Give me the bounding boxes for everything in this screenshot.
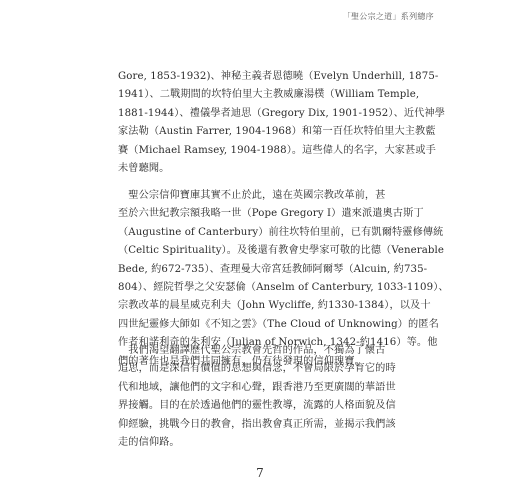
text-line: 我們渴望翻譯歷代聖公宗教會先哲的作品，不獨為了懷古	[118, 345, 386, 356]
paragraph-3	[118, 342, 400, 452]
text-line: 仰經驗，挑戰今日的教會，指出教會真正所需，並揭示我們該	[118, 418, 396, 430]
text-line: 走的信仰路。	[118, 437, 180, 449]
text-line: 1941）、二戰期間的坎特伯里大主教威廉湯樸（William Temple,	[118, 89, 420, 101]
text-line: 界接觸。目的在於透過他們的靈性教導，流露的人格面貌及信	[118, 400, 396, 412]
text-line: Bede, 約672-735）、查理曼大帝宮廷教師阿爾琴（Alcuin, 約735-	[118, 263, 428, 275]
text-line: 追思，而是深信有價值的思想與信念，不會局限於孕育它的時	[118, 363, 396, 375]
text-line: 賽（Michael Ramsey, 1904-1988）。這些偉人的名字，大家甚或手	[118, 144, 436, 156]
page-number: 7	[256, 466, 264, 480]
text-line: （Augustine of Canterbury）前往坎特伯里前，已有凱爾特靈修傳統	[118, 226, 444, 238]
text-line: 們的著作也是我們共同擁有、仍有待發現的信仰瑰寶。	[118, 355, 365, 367]
running-header: 「聖公宗之道」系列總序	[342, 12, 434, 21]
text-line: 804）、經院哲學之父安瑟倫（Anselm of Canterbury, 1033-1109）、	[118, 282, 449, 294]
text-line: （Celtic Spirituality）。及後還有教會史學家可敬的比德（Venerable	[118, 245, 445, 257]
text-line: 代和地域，讓他們的文字和心聲，跟香港乃至更廣闊的華語世	[118, 381, 396, 393]
text-line: 宗教改革的晨星威克利夫（John Wycliffe, 約1330-1384），以及十	[118, 300, 431, 312]
text-line: 家法勒（Austin Farrer, 1904-1968）和第一百任坎特伯里大主教藍	[118, 126, 436, 138]
text-line: 作者和諾利奇的朱利安（Julian of Norwich, 1342-約1416）等。他	[118, 337, 438, 349]
text-line: Gore, 1853-1932)、神秘主義者恩德曉（Evelyn Underhill, 1875-	[118, 71, 439, 82]
text-line: 四世紀靈修大師如《不知之雲》（The Cloud of Unknowing）的匿名	[118, 318, 439, 330]
text-line: 聖公宗信仰寶庫其實不止於此，遠在英國宗教改革前，甚	[118, 190, 386, 201]
text-line: 未曾聽聞。	[118, 163, 170, 175]
text-line: 至於六世紀教宗額我略一世（Pope Gregory I）遣來派遣奧古斯丁	[118, 208, 424, 220]
text-line: 1881-1944）、禮儀學者迪思（Gregory Dix, 1901-1952）、近代神學	[118, 107, 446, 119]
paragraph-1	[118, 68, 446, 178]
